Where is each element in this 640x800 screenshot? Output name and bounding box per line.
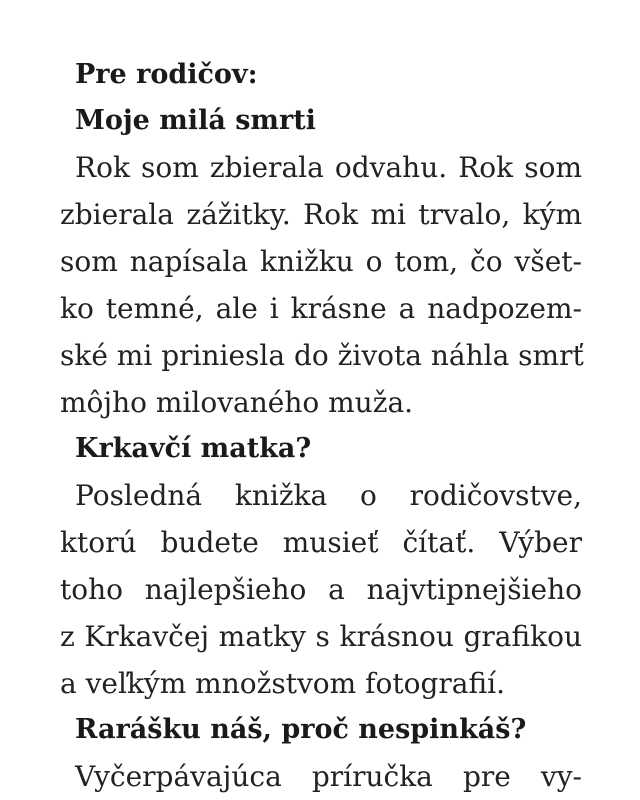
paragraph-line: ko temné, ale i krásne a nadpozem- — [60, 292, 582, 325]
section-heading-rarasku-nas: Rarášku náš, proč nespinkáš? — [75, 714, 527, 745]
paragraph-line: ské mi priniesla do života náhla smrť — [60, 339, 584, 372]
paragraph-line: Posledná knižka o rodičovstve, — [75, 479, 582, 512]
paragraph-moje-mila-smrti — [60, 144, 582, 426]
paragraph-line: a veľkým množstvom fotografií. — [60, 667, 505, 700]
paragraph-krkavci-matka — [60, 472, 582, 707]
paragraph-line: Vyčerpávajúca príručka pre vy- — [75, 760, 582, 793]
paragraph-line: zbierala zážitky. Rok mi trvalo, kým — [60, 198, 582, 231]
paragraph-line: toho najlepšieho a najvtipnejšieho — [60, 573, 582, 606]
paragraph-line: ktorú budete musieť čítať. Výber — [60, 526, 582, 559]
paragraph-line: môjho milovaného muža. — [60, 386, 414, 419]
document-page — [60, 52, 582, 800]
paragraph-rarasku-nas — [60, 753, 582, 800]
paragraph-line: som napísala knižku o tom, čo všet- — [60, 245, 582, 278]
section-heading-krkavci-matka: Krkavčí matka? — [75, 433, 312, 464]
section-heading-pre-rodicov: Pre rodičov: — [75, 59, 258, 90]
paragraph-line: z Krkavčej matky s krásnou grafikou — [60, 620, 582, 653]
paragraph-line: Rok som zbierala odvahu. Rok som — [75, 151, 582, 184]
section-heading-moje-mila-smrti: Moje milá smrti — [75, 105, 316, 136]
